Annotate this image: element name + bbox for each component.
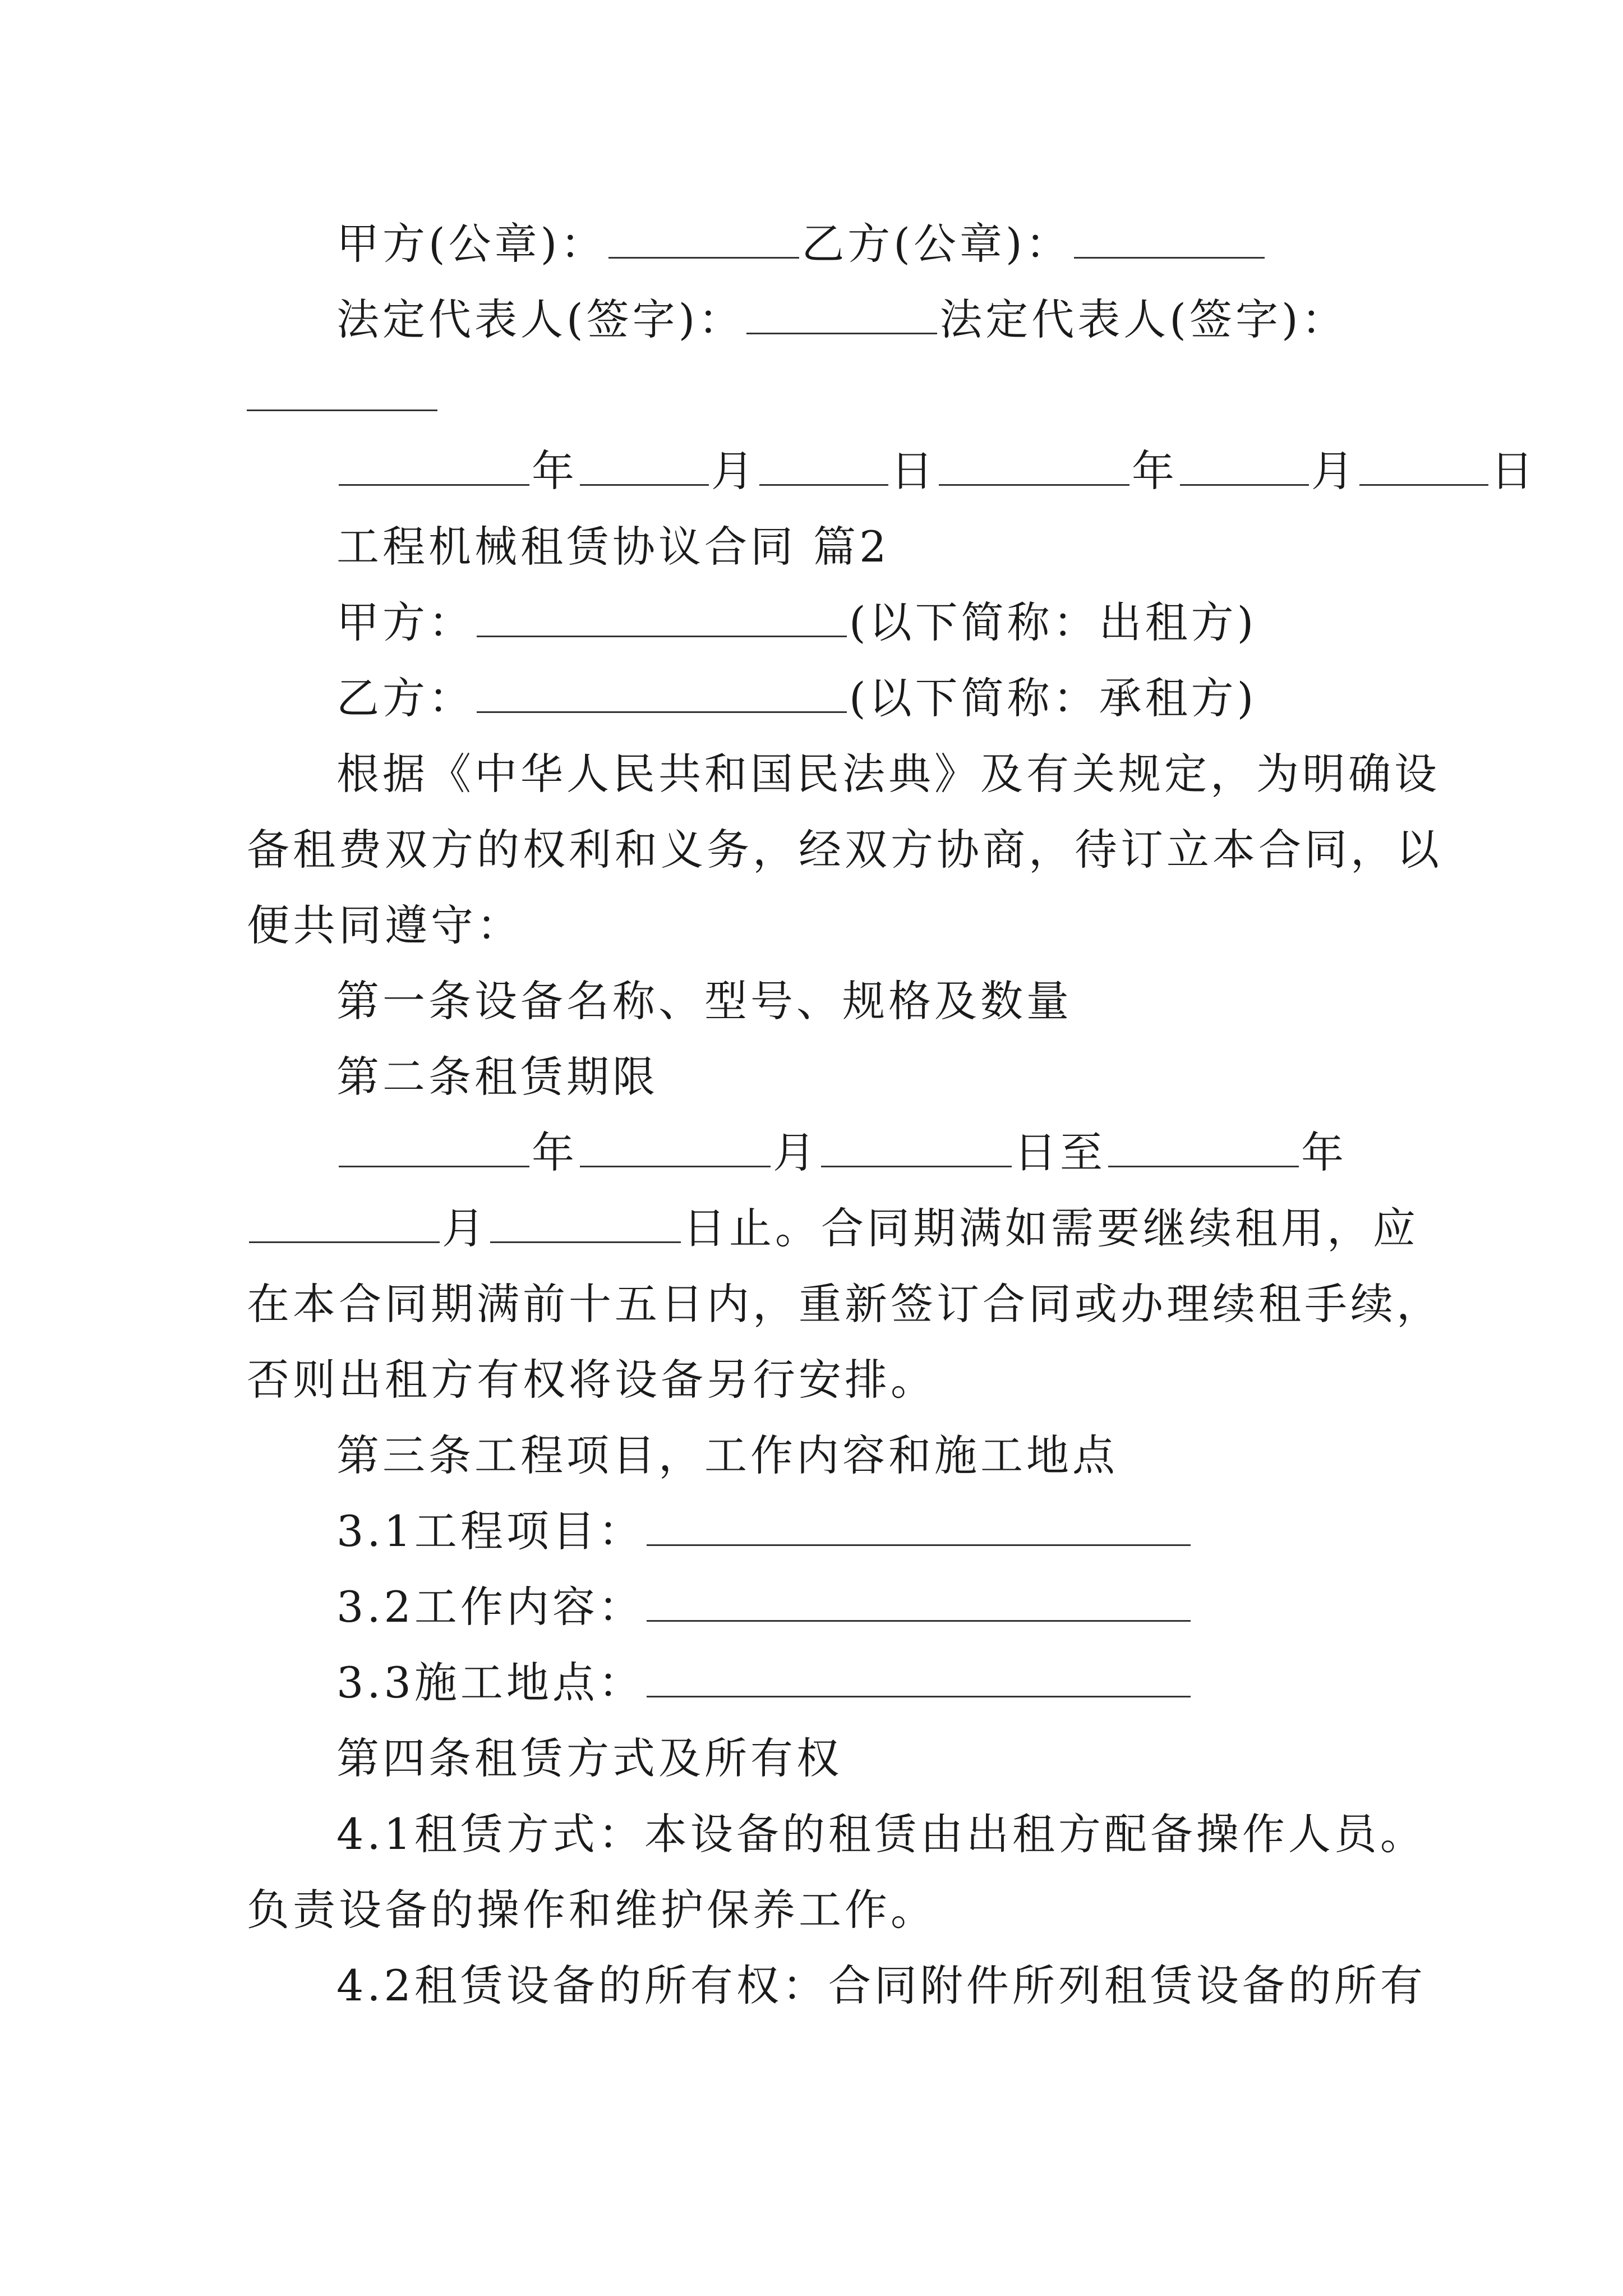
date-line <box>336 443 1537 499</box>
party-b-label: 乙方： <box>336 673 474 723</box>
party-a-seal-blank <box>608 218 799 259</box>
project-blank <box>647 1505 1191 1546</box>
legal-rep-b-blank <box>247 387 437 411</box>
article-4-p1-line-2: 负责设备的操作和维护保养工作。 <box>247 1885 937 1935</box>
party-a-label: 甲方： <box>336 597 474 647</box>
contract-heading: 工程机械租赁协议合同 篇2 <box>336 522 890 572</box>
party-a-line <box>336 595 1257 651</box>
article-3-item-1 <box>336 1503 1193 1559</box>
legal-rep-a-blank <box>746 293 937 334</box>
preamble-line-3: 便共同遵守： <box>247 900 523 950</box>
year-a-blank <box>339 445 529 486</box>
article-1-title: 第一条设备名称、型号、规格及数量 <box>336 976 1072 1026</box>
site-blank <box>647 1657 1191 1697</box>
day-a-label: 日 <box>891 446 937 496</box>
end-year-blank <box>1108 1126 1299 1167</box>
date-end-text: 日止。合同期满如需要继续租用，应 <box>683 1203 1419 1253</box>
year-b-label: 年 <box>1132 446 1178 496</box>
date-to-label: 日至 <box>1014 1128 1106 1177</box>
legal-rep-b-label: 法定代表人(签字)： <box>939 295 1348 344</box>
party-b-line <box>336 670 1257 726</box>
lease-end-line <box>247 1200 1419 1257</box>
preamble-line-2: 备租费双方的权利和义务，经双方协商，待订立本合同，以 <box>247 825 1442 875</box>
party-a-blank <box>477 596 847 637</box>
preamble-line-1: 根据《中华人民共和国民法典》及有关规定，为明确设 <box>336 749 1440 799</box>
start-month-blank <box>580 1126 771 1167</box>
party-b-blank <box>477 672 847 713</box>
start-month-label: 月 <box>773 1128 819 1177</box>
site-label: 3.3施工地点： <box>336 1658 644 1708</box>
article-2-line-2: 在本合同期满前十五日内，重新签订合同或办理续租手续， <box>247 1279 1442 1329</box>
article-3-item-3 <box>336 1655 1193 1711</box>
article-4-p1-line-1: 4.1租赁方式：本设备的租赁由出租方配备操作人员。 <box>336 1809 1426 1859</box>
work-content-label: 3.2工作内容： <box>336 1582 644 1632</box>
article-4-p2-line-1: 4.2租赁设备的所有权：合同附件所列租赁设备的所有 <box>336 1961 1426 2010</box>
seal-line <box>336 216 1267 272</box>
day-a-blank <box>759 445 888 486</box>
month-a-label: 月 <box>711 446 757 496</box>
party-a-seal-label: 甲方(公章)： <box>336 219 607 269</box>
year-b-blank <box>939 445 1129 486</box>
end-day-blank <box>490 1202 681 1243</box>
legal-rep-line <box>336 292 1348 348</box>
party-b-seal-label: 乙方(公章)： <box>801 219 1072 269</box>
year-a-label: 年 <box>532 446 578 496</box>
article-2-title: 第二条租赁期限 <box>336 1052 658 1102</box>
article-3-item-2 <box>336 1579 1193 1635</box>
party-a-note: (以下简称：出租方) <box>849 597 1257 647</box>
article-2-line-3: 否则出租方有权将设备另行安排。 <box>247 1355 937 1405</box>
lease-start-line <box>336 1125 1347 1181</box>
project-label: 3.1工程项目： <box>336 1506 644 1556</box>
work-content-blank <box>647 1581 1191 1622</box>
party-b-note: (以下简称：承租方) <box>849 673 1257 723</box>
end-year-label: 年 <box>1301 1128 1347 1177</box>
day-b-label: 日 <box>1491 446 1537 496</box>
article-4-title: 第四条租赁方式及所有权 <box>336 1733 842 1783</box>
month-b-blank <box>1180 445 1309 486</box>
end-month-blank <box>249 1202 440 1243</box>
party-b-seal-blank <box>1074 218 1265 259</box>
article-3-title: 第三条工程项目，工作内容和施工地点 <box>336 1430 1118 1480</box>
day-b-blank <box>1359 445 1488 486</box>
month-a-blank <box>580 445 709 486</box>
end-month-label: 月 <box>442 1203 488 1253</box>
legal-rep-a-label: 法定代表人(签字)： <box>336 295 745 344</box>
start-year-blank <box>339 1126 529 1167</box>
month-b-label: 月 <box>1311 446 1357 496</box>
start-year-label: 年 <box>532 1128 578 1177</box>
start-day-blank <box>821 1126 1012 1167</box>
